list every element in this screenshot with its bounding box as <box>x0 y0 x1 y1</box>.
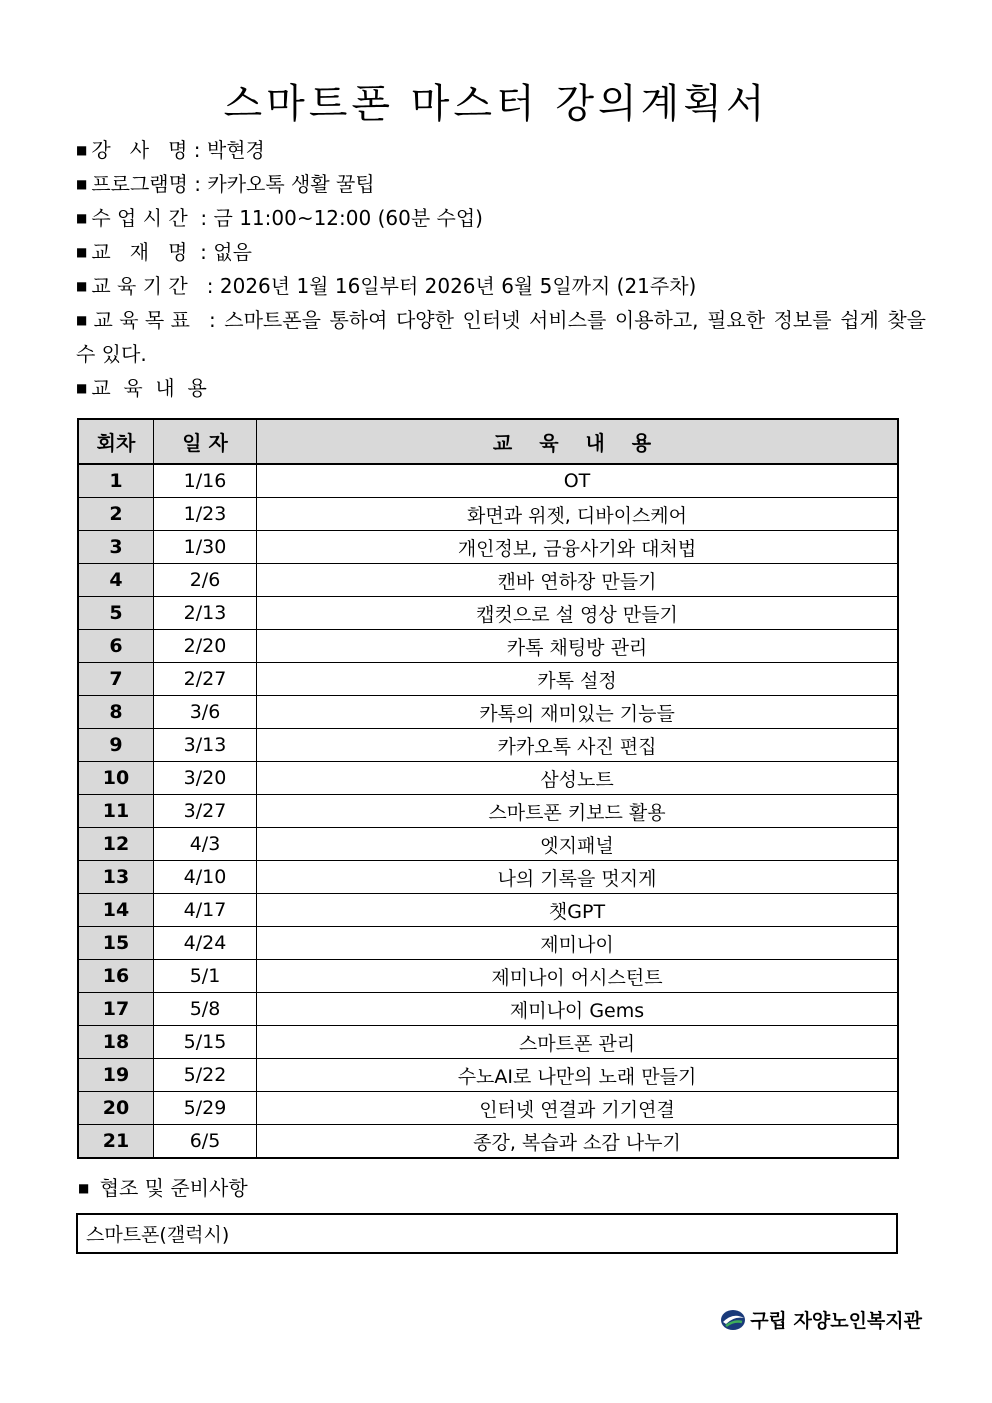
session-content: 챗GPT <box>257 894 899 927</box>
program-value: 카카오톡 생활 꿀팁 <box>207 172 375 196</box>
instructor-value: 박현경 <box>206 138 265 162</box>
session-date: 3/20 <box>154 762 257 795</box>
session-date: 4/3 <box>154 828 257 861</box>
session-number: 9 <box>78 729 154 762</box>
program-label: 프로그램명 : <box>91 172 202 196</box>
session-content: 개인정보, 금융사기와 대처법 <box>257 531 899 564</box>
globe-logo-icon <box>720 1308 748 1332</box>
session-number: 3 <box>78 531 154 564</box>
session-date: 5/29 <box>154 1092 257 1125</box>
schedule-table <box>77 418 899 1159</box>
table-row <box>78 597 898 630</box>
table-row <box>78 464 898 498</box>
bullet-icon: ■ <box>76 211 88 225</box>
bullet-icon: ■ <box>76 313 90 327</box>
session-number: 11 <box>78 795 154 828</box>
session-number: 5 <box>78 597 154 630</box>
session-number: 4 <box>78 564 154 597</box>
session-content: 캡컷으로 설 영상 만들기 <box>257 597 899 630</box>
session-content: 종강, 복습과 소감 나누기 <box>257 1125 899 1159</box>
table-row <box>78 630 898 663</box>
table-row <box>78 1026 898 1059</box>
session-number: 17 <box>78 993 154 1026</box>
page-title: 스마트폰 마스터 강의계획서 <box>223 81 769 127</box>
session-number: 21 <box>78 1125 154 1159</box>
header-content: 교 육 내 용 <box>257 419 899 464</box>
session-date: 1/30 <box>154 531 257 564</box>
bullet-icon: ■ <box>76 381 88 395</box>
session-date: 5/8 <box>154 993 257 1026</box>
table-row <box>78 531 898 564</box>
session-content: OT <box>257 464 899 498</box>
session-content: 화면과 위젯, 디바이스케어 <box>257 498 899 531</box>
session-number: 13 <box>78 861 154 894</box>
table-row <box>78 498 898 531</box>
session-date: 3/27 <box>154 795 257 828</box>
table-row <box>78 729 898 762</box>
table-row <box>78 828 898 861</box>
period-value: 2026년 1월 16일부터 2026년 6월 5일까지 (21주차) <box>219 274 697 298</box>
session-content: 카톡 채팅방 관리 <box>257 630 899 663</box>
table-row <box>78 1092 898 1125</box>
bullet-icon: ■ <box>76 279 88 293</box>
session-number: 7 <box>78 663 154 696</box>
session-content: 인터넷 연결과 기기연결 <box>257 1092 899 1125</box>
session-content: 카톡의 재미있는 기능들 <box>257 696 899 729</box>
session-date: 2/13 <box>154 597 257 630</box>
time-value: 금 11:00~12:00 (60분 수업) <box>213 206 483 230</box>
session-date: 3/6 <box>154 696 257 729</box>
table-row <box>78 795 898 828</box>
session-date: 5/15 <box>154 1026 257 1059</box>
session-content: 카톡 설정 <box>257 663 899 696</box>
session-date: 4/17 <box>154 894 257 927</box>
period-label: 교 육 기 간 : <box>91 274 214 298</box>
content-label: 교 육 내 용 <box>91 376 207 400</box>
session-date: 1/23 <box>154 498 257 531</box>
org-name: 구립 자양노인복지관 <box>750 1310 922 1332</box>
session-date: 2/6 <box>154 564 257 597</box>
session-number: 6 <box>78 630 154 663</box>
header-session: 회차 <box>78 419 154 464</box>
session-content: 캔바 연하장 만들기 <box>257 564 899 597</box>
info-goal <box>76 303 926 371</box>
prep-content: 스마트폰(갤럭시) <box>86 1224 230 1246</box>
header-date: 일 자 <box>154 419 257 464</box>
session-date: 2/27 <box>154 663 257 696</box>
info-section <box>76 133 926 405</box>
info-program <box>76 167 926 201</box>
table-row <box>78 564 898 597</box>
session-number: 16 <box>78 960 154 993</box>
session-content: 제미나이 <box>257 927 899 960</box>
footer-logo <box>720 1306 922 1333</box>
table-row <box>78 894 898 927</box>
session-number: 14 <box>78 894 154 927</box>
session-date: 4/10 <box>154 861 257 894</box>
session-number: 2 <box>78 498 154 531</box>
session-number: 19 <box>78 1059 154 1092</box>
session-content: 수노AI로 나만의 노래 만들기 <box>257 1059 899 1092</box>
table-row <box>78 1125 898 1159</box>
session-content: 삼성노트 <box>257 762 899 795</box>
table-row <box>78 861 898 894</box>
prep-label: 협조 및 준비사항 <box>99 1176 248 1200</box>
session-content: 스마트폰 키보드 활용 <box>257 795 899 828</box>
bullet-icon: ■ <box>76 143 88 157</box>
instructor-label: 강 사 명 : <box>91 138 201 162</box>
textbook-label: 교 재 명 : <box>91 240 207 264</box>
table-row <box>78 927 898 960</box>
goal-value: 스마트폰을 통하여 다양한 인터넷 서비스를 이용하고, 필요한 정보를 쉽게 찾을 수 있다. <box>76 308 926 366</box>
session-number: 15 <box>78 927 154 960</box>
session-number: 20 <box>78 1092 154 1125</box>
session-number: 12 <box>78 828 154 861</box>
schedule-body <box>78 464 898 1158</box>
goal-label: 교 육 목 표 : <box>93 308 216 332</box>
session-content: 스마트폰 관리 <box>257 1026 899 1059</box>
table-row <box>78 663 898 696</box>
session-date: 1/16 <box>154 464 257 498</box>
session-number: 8 <box>78 696 154 729</box>
session-date: 6/5 <box>154 1125 257 1159</box>
session-content: 제미나이 어시스턴트 <box>257 960 899 993</box>
table-row <box>78 696 898 729</box>
info-textbook <box>76 235 926 269</box>
session-date: 4/24 <box>154 927 257 960</box>
textbook-value: 없음 <box>213 240 252 264</box>
session-content: 엣지패널 <box>257 828 899 861</box>
session-date: 2/20 <box>154 630 257 663</box>
table-header-row <box>78 419 898 464</box>
session-number: 10 <box>78 762 154 795</box>
info-period <box>76 269 926 303</box>
prep-heading <box>78 1172 248 1201</box>
table-row <box>78 1059 898 1092</box>
bullet-icon: ■ <box>76 177 88 191</box>
info-time <box>76 201 926 235</box>
bullet-icon: ■ <box>78 1181 90 1195</box>
table-row <box>78 960 898 993</box>
session-date: 5/22 <box>154 1059 257 1092</box>
bullet-icon: ■ <box>76 245 88 259</box>
session-number: 1 <box>78 464 154 498</box>
time-label: 수 업 시 간 : <box>91 206 208 230</box>
info-content-heading <box>76 371 926 405</box>
session-date: 5/1 <box>154 960 257 993</box>
session-number: 18 <box>78 1026 154 1059</box>
session-content: 카카오톡 사진 편집 <box>257 729 899 762</box>
table-row <box>78 762 898 795</box>
session-content: 제미나이 Gems <box>257 993 899 1026</box>
session-date: 3/13 <box>154 729 257 762</box>
info-instructor <box>76 133 926 167</box>
session-content: 나의 기록을 멋지게 <box>257 861 899 894</box>
prep-box <box>76 1213 898 1254</box>
table-row <box>78 993 898 1026</box>
